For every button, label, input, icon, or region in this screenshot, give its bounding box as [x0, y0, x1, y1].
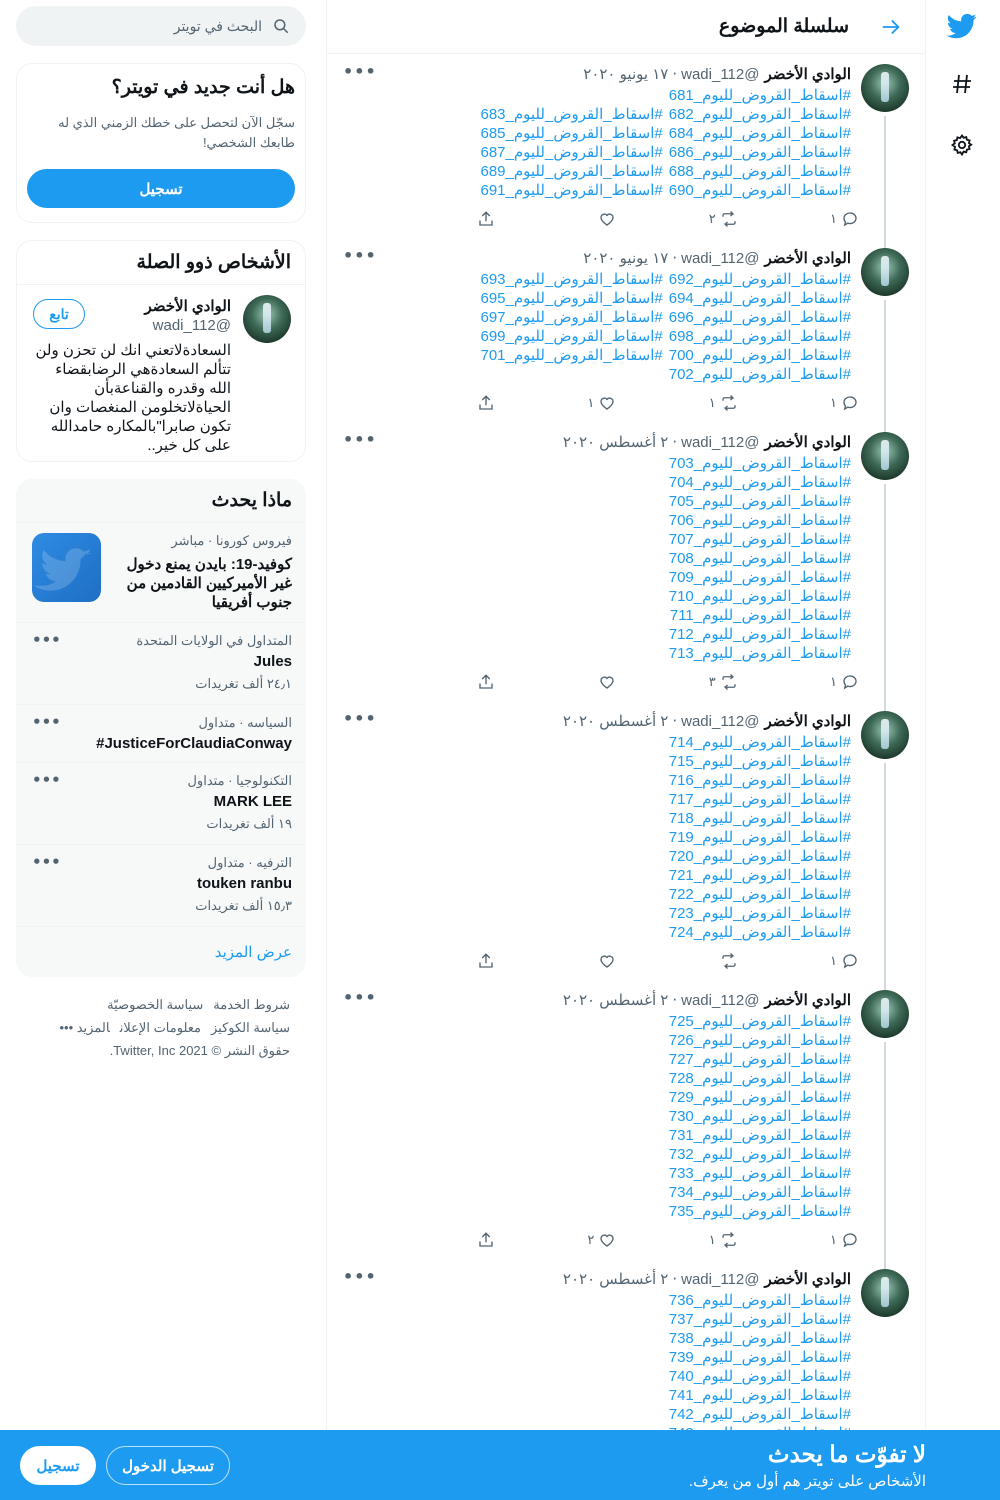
- tweet-text-line: [343, 904, 851, 923]
- tweet-text-line: [343, 866, 851, 885]
- signup-banner: [0, 1430, 1000, 1500]
- tweet-text-line: [343, 587, 851, 606]
- share-icon: [477, 952, 495, 970]
- tweet-text-line: [343, 752, 851, 771]
- tweet-body: [343, 432, 851, 701]
- trend-meta: التكنولوجيا · متداول: [187, 773, 292, 788]
- thread-header: [327, 0, 925, 54]
- author-handle[interactable]: @wadi_112: [681, 249, 760, 267]
- tweet-text-line: [343, 625, 851, 644]
- tweet-text-line: [343, 809, 851, 828]
- tweet-body: [343, 248, 851, 422]
- tweet-text-line: [343, 1183, 851, 1202]
- tweet-text-line: [343, 181, 851, 200]
- share-icon: [477, 210, 495, 228]
- trend-name: Jules: [253, 653, 292, 670]
- hashtag-link[interactable]: #اسقاط_القروض_لليوم_715: [668, 753, 851, 770]
- new-card-text: سجّل الآن لتحصل على خطك الزمني الذي له طابعك الشخصي!: [58, 115, 295, 150]
- tweet-text-line: [343, 1126, 851, 1145]
- news-thumbnail: [32, 533, 101, 602]
- retweet-icon: [720, 952, 738, 970]
- hashtag-link[interactable]: #اسقاط_القروض_لليوم_694: [668, 290, 851, 307]
- hashtag-link[interactable]: #اسقاط_القروض_لليوم_700: [668, 347, 851, 364]
- hashtag-link[interactable]: #اسقاط_القروض_لليوم_742: [668, 1406, 851, 1423]
- copyright: حقوق النشر © 2021 Twitter, Inc.: [109, 1043, 290, 1058]
- tweet-text-line: [343, 733, 851, 752]
- like-heart-icon: [598, 673, 616, 691]
- trends-card: [16, 479, 306, 977]
- retweet-button[interactable]: [678, 673, 738, 691]
- tweet-text-line: [343, 473, 851, 492]
- hashtag-link[interactable]: #اسقاط_القروض_لليوم_701: [480, 347, 663, 364]
- banner-signup-button[interactable]: تسجيل: [20, 1446, 96, 1485]
- trend-more-icon[interactable]: •••: [32, 631, 61, 649]
- tweet-body: [343, 990, 851, 1259]
- tweet-text-line: [343, 86, 851, 105]
- tweet-body: [343, 64, 851, 238]
- hashtag-link[interactable]: #اسقاط_القروض_لليوم_718: [668, 810, 851, 827]
- news-item[interactable]: [16, 523, 306, 623]
- reply-button[interactable]: [799, 394, 859, 412]
- tweet-actions: [435, 384, 859, 422]
- author-name[interactable]: الوادي الأخضر: [764, 992, 851, 1009]
- tweet-text-line: [343, 1367, 851, 1386]
- reply-icon: [841, 210, 859, 228]
- hashtag-link[interactable]: #اسقاط_القروض_لليوم_713: [668, 645, 851, 662]
- tweet-list: [327, 54, 925, 1481]
- hashtag-link[interactable]: #اسقاط_القروض_لليوم_698: [668, 328, 851, 345]
- share-button[interactable]: [435, 210, 495, 228]
- footer-links: [16, 977, 306, 1062]
- tweet-text-line: [343, 1107, 851, 1126]
- separator-dot: ·: [672, 1270, 678, 1288]
- more-options-icon[interactable]: •••: [343, 430, 377, 449]
- tweet-header: [343, 64, 851, 84]
- more-options-icon[interactable]: •••: [343, 709, 377, 728]
- thread-connector: [884, 1042, 886, 1271]
- news-meta: فيروس كورونا · مباشر: [171, 533, 292, 548]
- more-link[interactable]: المزيد •••: [59, 1020, 110, 1035]
- tweet-text: [343, 86, 851, 200]
- tweet-text-line: [343, 828, 851, 847]
- cookies-link[interactable]: سياسة الكوكيز: [210, 1020, 290, 1035]
- hashtag-link[interactable]: #اسقاط_القروض_لليوم_699: [480, 328, 663, 345]
- like-count: ٢: [587, 1232, 595, 1247]
- reply-count: ١: [830, 953, 837, 968]
- tweet-text-line: [343, 568, 851, 587]
- hashtag-link[interactable]: #اسقاط_القروض_لليوم_707: [668, 531, 851, 548]
- ads-info-link[interactable]: معلومات الإعلان: [119, 1020, 201, 1035]
- tweet-text-line: [343, 885, 851, 904]
- hashtag-link[interactable]: #اسقاط_القروض_لليوم_689: [480, 163, 663, 180]
- tweet-text-line: [343, 124, 851, 143]
- tweet-text: [343, 1012, 851, 1221]
- share-button[interactable]: [435, 1231, 495, 1249]
- retweet-icon: [720, 673, 738, 691]
- author-name[interactable]: الوادي الأخضر: [764, 250, 851, 267]
- hashtag-link[interactable]: #اسقاط_القروض_لليوم_695: [480, 290, 663, 307]
- reply-button[interactable]: [799, 673, 859, 691]
- tweet-text-line: [343, 1031, 851, 1050]
- reply-button[interactable]: [799, 952, 859, 970]
- reply-icon: [841, 394, 859, 412]
- like-heart-icon: [598, 952, 616, 970]
- trend-name: #JusticeForClaudiaConway: [96, 735, 292, 752]
- page-title: سلسلة الموضوع: [718, 16, 849, 37]
- retweet-button[interactable]: [678, 394, 738, 412]
- like-heart-icon: [598, 394, 616, 412]
- tweet[interactable]: [327, 54, 925, 238]
- reply-button[interactable]: [799, 210, 859, 228]
- related-user-bio: السعادةلاتعني انك لن تحزن ولن تتألم السعادةهي الرضابقضاء الله وقدره والقناعةبأن الحياةلاتخلومن المنغصات وان تكون صابرا"بالمكاره حامدالله على كل خير..: [35, 342, 231, 454]
- retweet-icon: [720, 1231, 738, 1249]
- hashtag-link[interactable]: #اسقاط_القروض_لليوم_691: [480, 182, 663, 199]
- separator-dot: ·: [672, 712, 678, 730]
- reply-count: ١: [830, 674, 837, 689]
- tweet-text-line: [343, 771, 851, 790]
- tweet-text-line: [343, 143, 851, 162]
- news-title: كوفيد-19: بايدن يمنع دخول غير الأميركيين القادمين من جنوب أفريقيا: [126, 556, 292, 611]
- tweet-date[interactable]: ٢ أغسطس ٢٠٢٠: [562, 713, 669, 730]
- retweet-count: ١: [708, 1232, 716, 1247]
- hashtag-link[interactable]: #اسقاط_القروض_لليوم_741: [668, 1387, 851, 1404]
- reply-icon: [841, 1231, 859, 1249]
- trend-item[interactable]: [16, 623, 306, 705]
- trend-item[interactable]: [16, 845, 306, 927]
- tweet-date[interactable]: ١٧ يونيو ٢٠٢٠: [583, 66, 669, 83]
- share-icon: [477, 1231, 495, 1249]
- hashtag-link[interactable]: #اسقاط_القروض_لليوم_690: [668, 182, 851, 199]
- retweet-icon: [720, 394, 738, 412]
- tweet-text-line: [343, 365, 851, 384]
- hashtag-link[interactable]: #اسقاط_القروض_لليوم_708: [668, 550, 851, 567]
- privacy-link[interactable]: سياسة الخصوصيّة: [107, 997, 204, 1012]
- hashtag-link[interactable]: #اسقاط_القروض_لليوم_716: [668, 772, 851, 789]
- hashtag-link[interactable]: #اسقاط_القروض_لليوم_697: [480, 309, 663, 326]
- hashtag-link[interactable]: #اسقاط_القروض_لليوم_693: [480, 271, 663, 288]
- trend-meta: الترفيه · متداول: [207, 855, 292, 870]
- reply-count: ١: [830, 211, 837, 226]
- hashtag-link[interactable]: #اسقاط_القروض_لليوم_681: [668, 87, 851, 104]
- tweet[interactable]: [327, 980, 925, 1259]
- back-arrow-icon[interactable]: [873, 9, 909, 45]
- hashtag-link[interactable]: #اسقاط_القروض_لليوم_703: [668, 455, 851, 472]
- thread-connector: [884, 300, 886, 434]
- tweet-text-line: [343, 1329, 851, 1348]
- retweet-count: ٢: [708, 211, 716, 226]
- trend-count: ١٥٫٣ ألف تغريدات: [195, 898, 292, 913]
- trend-more-icon[interactable]: •••: [32, 771, 61, 789]
- tweet-date[interactable]: ٢ أغسطس ٢٠٢٠: [562, 992, 669, 1009]
- more-options-icon[interactable]: •••: [343, 988, 377, 1007]
- tweet-actions: [435, 1221, 859, 1259]
- trend-item[interactable]: [16, 705, 306, 763]
- tweet-text-line: [343, 530, 851, 549]
- tweet-text-line: [343, 492, 851, 511]
- trend-item[interactable]: [16, 763, 306, 845]
- tweet-text-line: [343, 1164, 851, 1183]
- tweet-text-line: [343, 1405, 851, 1424]
- trend-name: MARK LEE: [213, 793, 292, 810]
- tweet-text: [343, 1291, 851, 1443]
- hashtag-link[interactable]: #اسقاط_القروض_لليوم_735: [668, 1203, 851, 1220]
- tweet[interactable]: [327, 701, 925, 980]
- like-heart-icon: [598, 210, 616, 228]
- twitter-logo-icon[interactable]: [942, 6, 982, 46]
- hashtag-link[interactable]: #اسقاط_القروض_لليوم_729: [668, 1089, 851, 1106]
- tweet-text-line: [343, 454, 851, 473]
- tweet-text-line: [343, 549, 851, 568]
- trend-meta: المتداول في الولايات المتحدة: [136, 633, 292, 648]
- avatar[interactable]: [861, 64, 909, 112]
- related-title: الأشخاص ذوو الصلة: [17, 241, 305, 285]
- hashtag-link[interactable]: #اسقاط_القروض_لليوم_726: [668, 1032, 851, 1049]
- tweet-text-line: [343, 105, 851, 124]
- tweet-header: [343, 990, 851, 1010]
- avatar[interactable]: [861, 432, 909, 480]
- hashtag-link[interactable]: #اسقاط_القروض_لليوم_732: [668, 1146, 851, 1163]
- hashtag-link[interactable]: #اسقاط_القروض_لليوم_709: [668, 569, 851, 586]
- hashtag-link[interactable]: #اسقاط_القروض_لليوم_682: [668, 106, 851, 123]
- share-button[interactable]: [435, 952, 495, 970]
- trend-more-icon[interactable]: •••: [32, 853, 61, 871]
- hashtag-link[interactable]: #اسقاط_القروض_لليوم_731: [668, 1127, 851, 1144]
- search-icon: [272, 17, 290, 35]
- hashtag-link[interactable]: #اسقاط_القروض_لليوم_727: [668, 1051, 851, 1068]
- reply-count: ١: [830, 1232, 837, 1247]
- tweet-text-line: [343, 1088, 851, 1107]
- trend-list: [16, 623, 306, 927]
- hashtag-link[interactable]: #اسقاط_القروض_لليوم_739: [668, 1349, 851, 1366]
- banner-subtitle: الأشخاص على تويتر هم أول من يعرف.: [688, 1473, 926, 1490]
- more-options-icon[interactable]: •••: [343, 1267, 377, 1286]
- settings-gear-icon[interactable]: [942, 125, 982, 165]
- hashtag-link[interactable]: #اسقاط_القروض_لليوم_728: [668, 1070, 851, 1087]
- tweet-text-line: [343, 270, 851, 289]
- share-icon: [477, 673, 495, 691]
- hashtag-link[interactable]: #اسقاط_القروض_لليوم_721: [668, 867, 851, 884]
- tweet-text-line: [343, 847, 851, 866]
- related-user[interactable]: [17, 285, 305, 461]
- terms-link[interactable]: شروط الخدمة: [213, 997, 290, 1012]
- hashtag-link[interactable]: #اسقاط_القروض_لليوم_717: [668, 791, 851, 808]
- tweet-header: [343, 248, 851, 268]
- tweet-actions: [435, 200, 859, 238]
- tweet-text-line: [343, 1050, 851, 1069]
- avatar[interactable]: [243, 295, 291, 343]
- tweet-actions: [435, 663, 859, 701]
- hashtag-link[interactable]: #اسقاط_القروض_لليوم_702: [668, 366, 851, 383]
- hashtag-link[interactable]: #اسقاط_القروض_لليوم_714: [668, 734, 851, 751]
- follow-button[interactable]: تابع: [33, 299, 85, 329]
- thread-connector: [884, 116, 886, 250]
- hashtag-link[interactable]: #اسقاط_القروض_لليوم_719: [668, 829, 851, 846]
- like-button[interactable]: [556, 394, 616, 412]
- hashtag-link[interactable]: #اسقاط_القروض_لليوم_723: [668, 905, 851, 922]
- tweet-actions: [435, 942, 859, 980]
- separator-dot: ·: [672, 433, 678, 451]
- trend-meta: السياسه · متداول: [198, 715, 292, 730]
- thread-column: [326, 0, 926, 1500]
- trend-count: ١٩ ألف تغريدات: [206, 816, 292, 831]
- hashtag-link[interactable]: #اسقاط_القروض_لليوم_710: [668, 588, 851, 605]
- login-button[interactable]: تسجيل الدخول: [106, 1446, 230, 1485]
- tweet-text-line: [343, 1012, 851, 1031]
- hashtag-link[interactable]: #اسقاط_القروض_لليوم_688: [668, 163, 851, 180]
- like-button[interactable]: [556, 210, 616, 228]
- hashtag-link[interactable]: #اسقاط_القروض_لليوم_734: [668, 1184, 851, 1201]
- tweet-date[interactable]: ١٧ يونيو ٢٠٢٠: [583, 250, 669, 267]
- hashtag-link[interactable]: #اسقاط_القروض_لليوم_687: [480, 144, 663, 161]
- hashtag-link[interactable]: #اسقاط_القروض_لليوم_684: [668, 125, 851, 142]
- like-button[interactable]: [556, 673, 616, 691]
- tweet-text: [343, 270, 851, 384]
- avatar[interactable]: [861, 1269, 909, 1317]
- tweet-body: [343, 711, 851, 980]
- thread-connector: [884, 484, 886, 713]
- separator-dot: ·: [672, 249, 678, 267]
- hashtag-link[interactable]: #اسقاط_القروض_لليوم_711: [669, 607, 851, 624]
- tweet-text-line: [343, 606, 851, 625]
- retweet-icon: [720, 210, 738, 228]
- tweet-text-line: [343, 308, 851, 327]
- separator-dot: ·: [672, 991, 678, 1009]
- signup-button[interactable]: تسجيل: [27, 169, 295, 208]
- author-name[interactable]: الوادي الأخضر: [764, 713, 851, 730]
- share-icon: [477, 394, 495, 412]
- tweet-text-line: [343, 511, 851, 530]
- trend-count: ٢٤٫١ ألف تغريدات: [195, 676, 292, 691]
- like-button[interactable]: [556, 1231, 616, 1249]
- retweet-button[interactable]: [678, 1231, 738, 1249]
- tweet-text-line: [343, 289, 851, 308]
- tweet-text-line: [343, 1202, 851, 1221]
- search-placeholder: البحث في تويتر: [173, 17, 262, 34]
- tweet-text-line: [343, 790, 851, 809]
- trends-title: ماذا يحدث: [16, 479, 306, 523]
- avatar[interactable]: [861, 248, 909, 296]
- tweet-text: [343, 454, 851, 663]
- more-options-icon[interactable]: •••: [343, 246, 377, 265]
- new-card-title: هل أنت جديد في تويتر؟: [111, 77, 295, 98]
- author-handle[interactable]: @wadi_112: [681, 65, 760, 83]
- tweet-text-line: [343, 162, 851, 181]
- author-name[interactable]: الوادي الأخضر: [764, 66, 851, 83]
- tweet-date[interactable]: ٢ أغسطس ٢٠٢٠: [562, 1271, 669, 1288]
- author-handle[interactable]: @wadi_112: [681, 1270, 760, 1288]
- tweet-text-line: [343, 1348, 851, 1367]
- tweet-text-line: [343, 346, 851, 365]
- hashtag-link[interactable]: #اسقاط_القروض_لليوم_722: [668, 886, 851, 903]
- author-name[interactable]: الوادي الأخضر: [764, 1271, 851, 1288]
- tweet[interactable]: [327, 238, 925, 422]
- reply-button[interactable]: [799, 1231, 859, 1249]
- author-name[interactable]: الوادي الأخضر: [764, 434, 851, 451]
- hashtag-link[interactable]: #اسقاط_القروض_لليوم_685: [480, 125, 663, 142]
- search-input[interactable]: [16, 6, 306, 46]
- share-button[interactable]: [435, 673, 495, 691]
- hashtag-link[interactable]: #اسقاط_القروض_لليوم_686: [668, 144, 851, 161]
- hashtag-link[interactable]: #اسقاط_القروض_لليوم_696: [668, 309, 851, 326]
- hashtag-link[interactable]: #اسقاط_القروض_لليوم_712: [668, 626, 851, 643]
- reply-count: ١: [830, 395, 837, 410]
- related-user-handle: @wadi_112: [152, 317, 231, 334]
- hashtag-link[interactable]: #اسقاط_القروض_لليوم_730: [668, 1108, 851, 1125]
- thread-connector: [884, 763, 886, 992]
- avatar[interactable]: [861, 711, 909, 759]
- reply-icon: [841, 952, 859, 970]
- tweet-text-line: [343, 1145, 851, 1164]
- author-handle[interactable]: @wadi_112: [681, 991, 760, 1009]
- retweet-button[interactable]: [678, 952, 738, 970]
- retweet-button[interactable]: [678, 210, 738, 228]
- tweet[interactable]: [327, 422, 925, 701]
- hashtag-link[interactable]: #اسقاط_القروض_لليوم_724: [668, 924, 851, 941]
- tweet-header: [343, 432, 851, 452]
- hashtag-link[interactable]: #اسقاط_القروض_لليوم_740: [668, 1368, 851, 1385]
- reply-icon: [841, 673, 859, 691]
- show-more-link[interactable]: عرض المزيد: [214, 944, 292, 961]
- tweet-text-line: [343, 923, 851, 942]
- hashtag-link[interactable]: #اسقاط_القروض_لليوم_720: [668, 848, 851, 865]
- hashtag-link[interactable]: #اسقاط_القروض_لليوم_737: [668, 1311, 851, 1328]
- share-button[interactable]: [435, 394, 495, 412]
- hashtag-link[interactable]: #اسقاط_القروض_لليوم_692: [668, 271, 851, 288]
- trend-more-icon[interactable]: •••: [32, 713, 61, 731]
- new-to-twitter-card: [16, 63, 306, 223]
- tweet-header: [343, 711, 851, 731]
- tweet-text-line: [343, 327, 851, 346]
- author-handle[interactable]: @wadi_112: [681, 433, 760, 451]
- like-count: ١: [587, 395, 595, 410]
- side-nav: [925, 0, 1000, 1500]
- tweet-text-line: [343, 1069, 851, 1088]
- hashtag-link[interactable]: #اسقاط_القروض_لليوم_683: [480, 106, 663, 123]
- retweet-count: ١: [708, 395, 716, 410]
- hashtag-link[interactable]: #اسقاط_القروض_لليوم_706: [668, 512, 851, 529]
- tweet-text-line: [343, 1291, 851, 1310]
- author-handle[interactable]: @wadi_112: [681, 712, 760, 730]
- trend-name: touken ranbu: [196, 875, 292, 892]
- like-button[interactable]: [556, 952, 616, 970]
- right-sidebar: [16, 0, 306, 1062]
- hashtag-link[interactable]: #اسقاط_القروض_لليوم_725: [668, 1013, 851, 1030]
- retweet-count: ٣: [708, 674, 716, 689]
- tweet-text-line: [343, 644, 851, 663]
- hashtag-link[interactable]: #اسقاط_القروض_لليوم_704: [668, 474, 851, 491]
- related-people-card: [16, 240, 306, 462]
- like-heart-icon: [598, 1231, 616, 1249]
- more-options-icon[interactable]: •••: [343, 62, 377, 81]
- tweet-text-line: [343, 1310, 851, 1329]
- hashtag-link[interactable]: #اسقاط_القروض_لليوم_736: [668, 1292, 851, 1309]
- hashtag-link[interactable]: #اسقاط_القروض_لليوم_733: [668, 1165, 851, 1182]
- hashtag-link[interactable]: #اسقاط_القروض_لليوم_705: [668, 493, 851, 510]
- explore-hashtag-icon[interactable]: [942, 64, 982, 104]
- tweet-text: [343, 733, 851, 942]
- avatar[interactable]: [861, 990, 909, 1038]
- related-user-name[interactable]: الوادي الأخضر: [144, 298, 231, 315]
- tweet-date[interactable]: ٢ أغسطس ٢٠٢٠: [562, 434, 669, 451]
- hashtag-link[interactable]: #اسقاط_القروض_لليوم_738: [668, 1330, 851, 1347]
- tweet-text-line: [343, 1386, 851, 1405]
- banner-title: لا تفوّت ما يحدث: [767, 1441, 926, 1467]
- separator-dot: ·: [672, 65, 678, 83]
- tweet-header: [343, 1269, 851, 1289]
